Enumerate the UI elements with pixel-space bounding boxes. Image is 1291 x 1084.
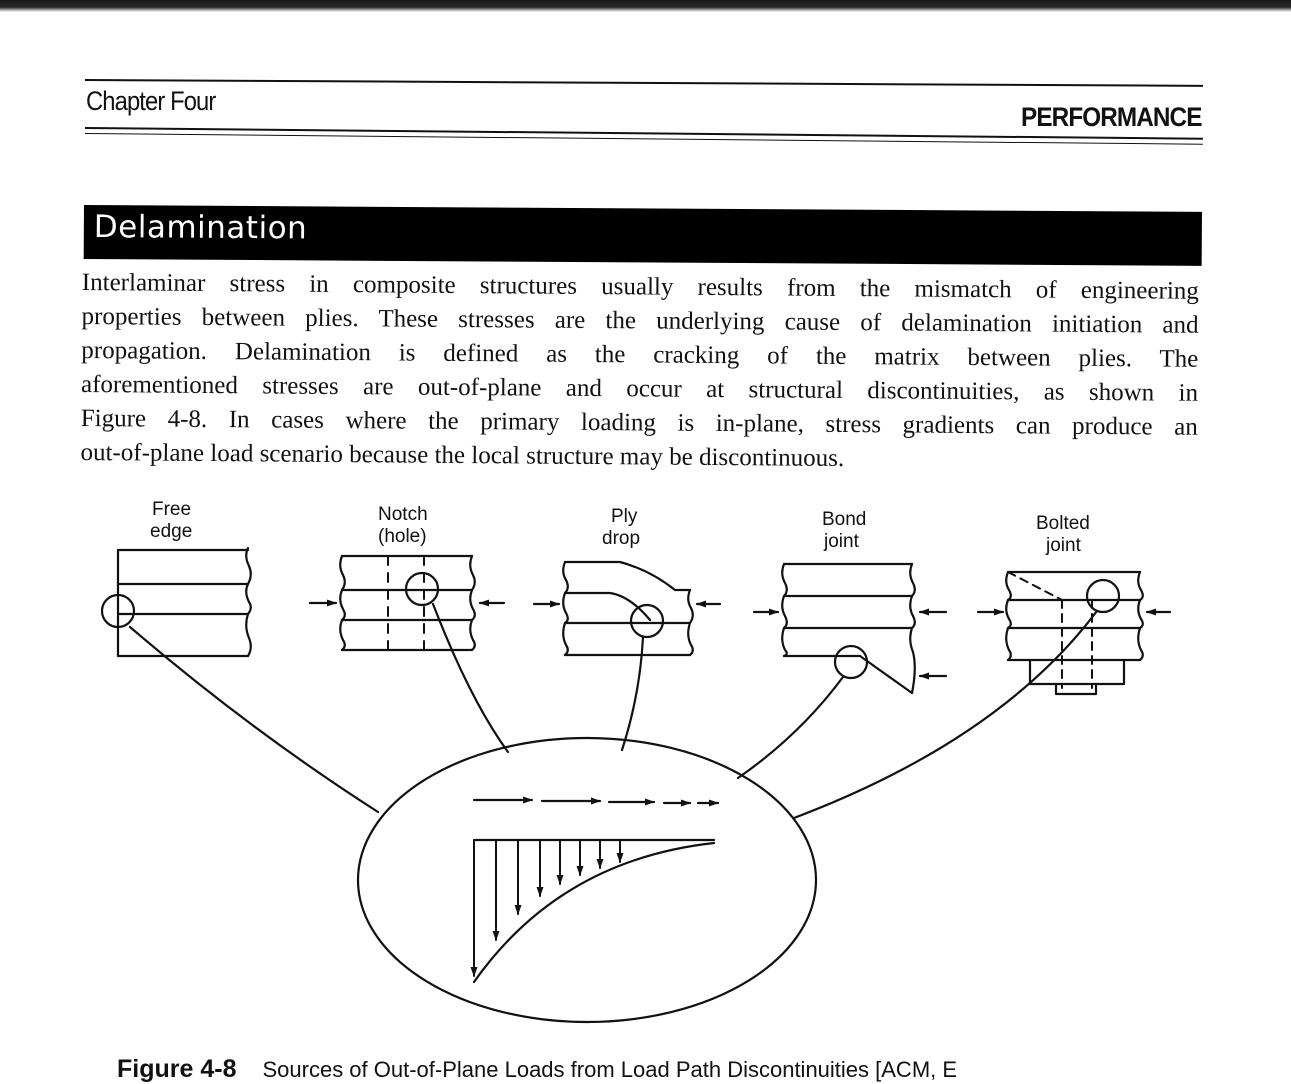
caption-text: Sources of Out-of-Plane Loads from Load Path Discontinuities [ACM, E — [262, 1057, 958, 1082]
shear-flow-arrows — [474, 800, 718, 803]
free-edge-detail — [102, 548, 251, 656]
label-bolted-joint-1: Bolted — [1036, 513, 1090, 534]
leader-line — [130, 627, 378, 812]
label-free-edge-2: edge — [150, 521, 193, 542]
label-bond-joint-1: Bond — [822, 509, 867, 530]
body-line: aforementioned stresses are out-of-plane and occur at structural discontinuities, as shown in — [80, 370, 1199, 407]
leader-line — [794, 611, 1097, 818]
ply-drop-detail — [534, 562, 720, 655]
stress-concentration-circle — [1087, 580, 1119, 612]
bond-joint-detail — [754, 564, 946, 693]
leader-line — [738, 677, 843, 778]
stress-concentration-circle — [631, 605, 663, 637]
label-ply-drop-1: Ply — [611, 506, 638, 527]
bolted-joint-detail — [978, 572, 1170, 694]
label-notch-2: (hole) — [378, 526, 427, 547]
section-title: Delamination — [93, 209, 308, 247]
body-line: properties between plies. These stresses are the underlying cause of delamination initiation and — [81, 302, 1199, 339]
stress-distribution-curve — [474, 843, 714, 982]
body-line: Interlaminar stress in composite structures usually results from the mismatch of engineering — [81, 268, 1199, 305]
body-line: propagation. Delamination is defined as the cracking of the matrix between plies. The — [81, 336, 1199, 373]
label-bond-joint-2: joint — [824, 531, 859, 552]
normal-stress-arrows — [474, 840, 620, 976]
label-free-edge-1: Free — [152, 499, 192, 520]
section-tag: PERFORMANCE — [1021, 102, 1202, 132]
stress-concentration-circle — [835, 646, 867, 678]
body-line: Figure 4-8. In cases where the primary loading is in-plane, stress gradients can produce an — [80, 404, 1198, 441]
body-line: out-of-plane load scenario because the local structure may be discontinuous. — [80, 438, 845, 472]
label-bolted-joint-2: joint — [1046, 535, 1081, 556]
label-notch-1: Notch — [378, 504, 428, 525]
caption-number: Figure 4-8 — [117, 1055, 237, 1083]
notch-detail — [310, 556, 504, 650]
chapter-label: Chapter Four — [86, 86, 216, 116]
label-ply-drop-2: drop — [602, 528, 641, 549]
